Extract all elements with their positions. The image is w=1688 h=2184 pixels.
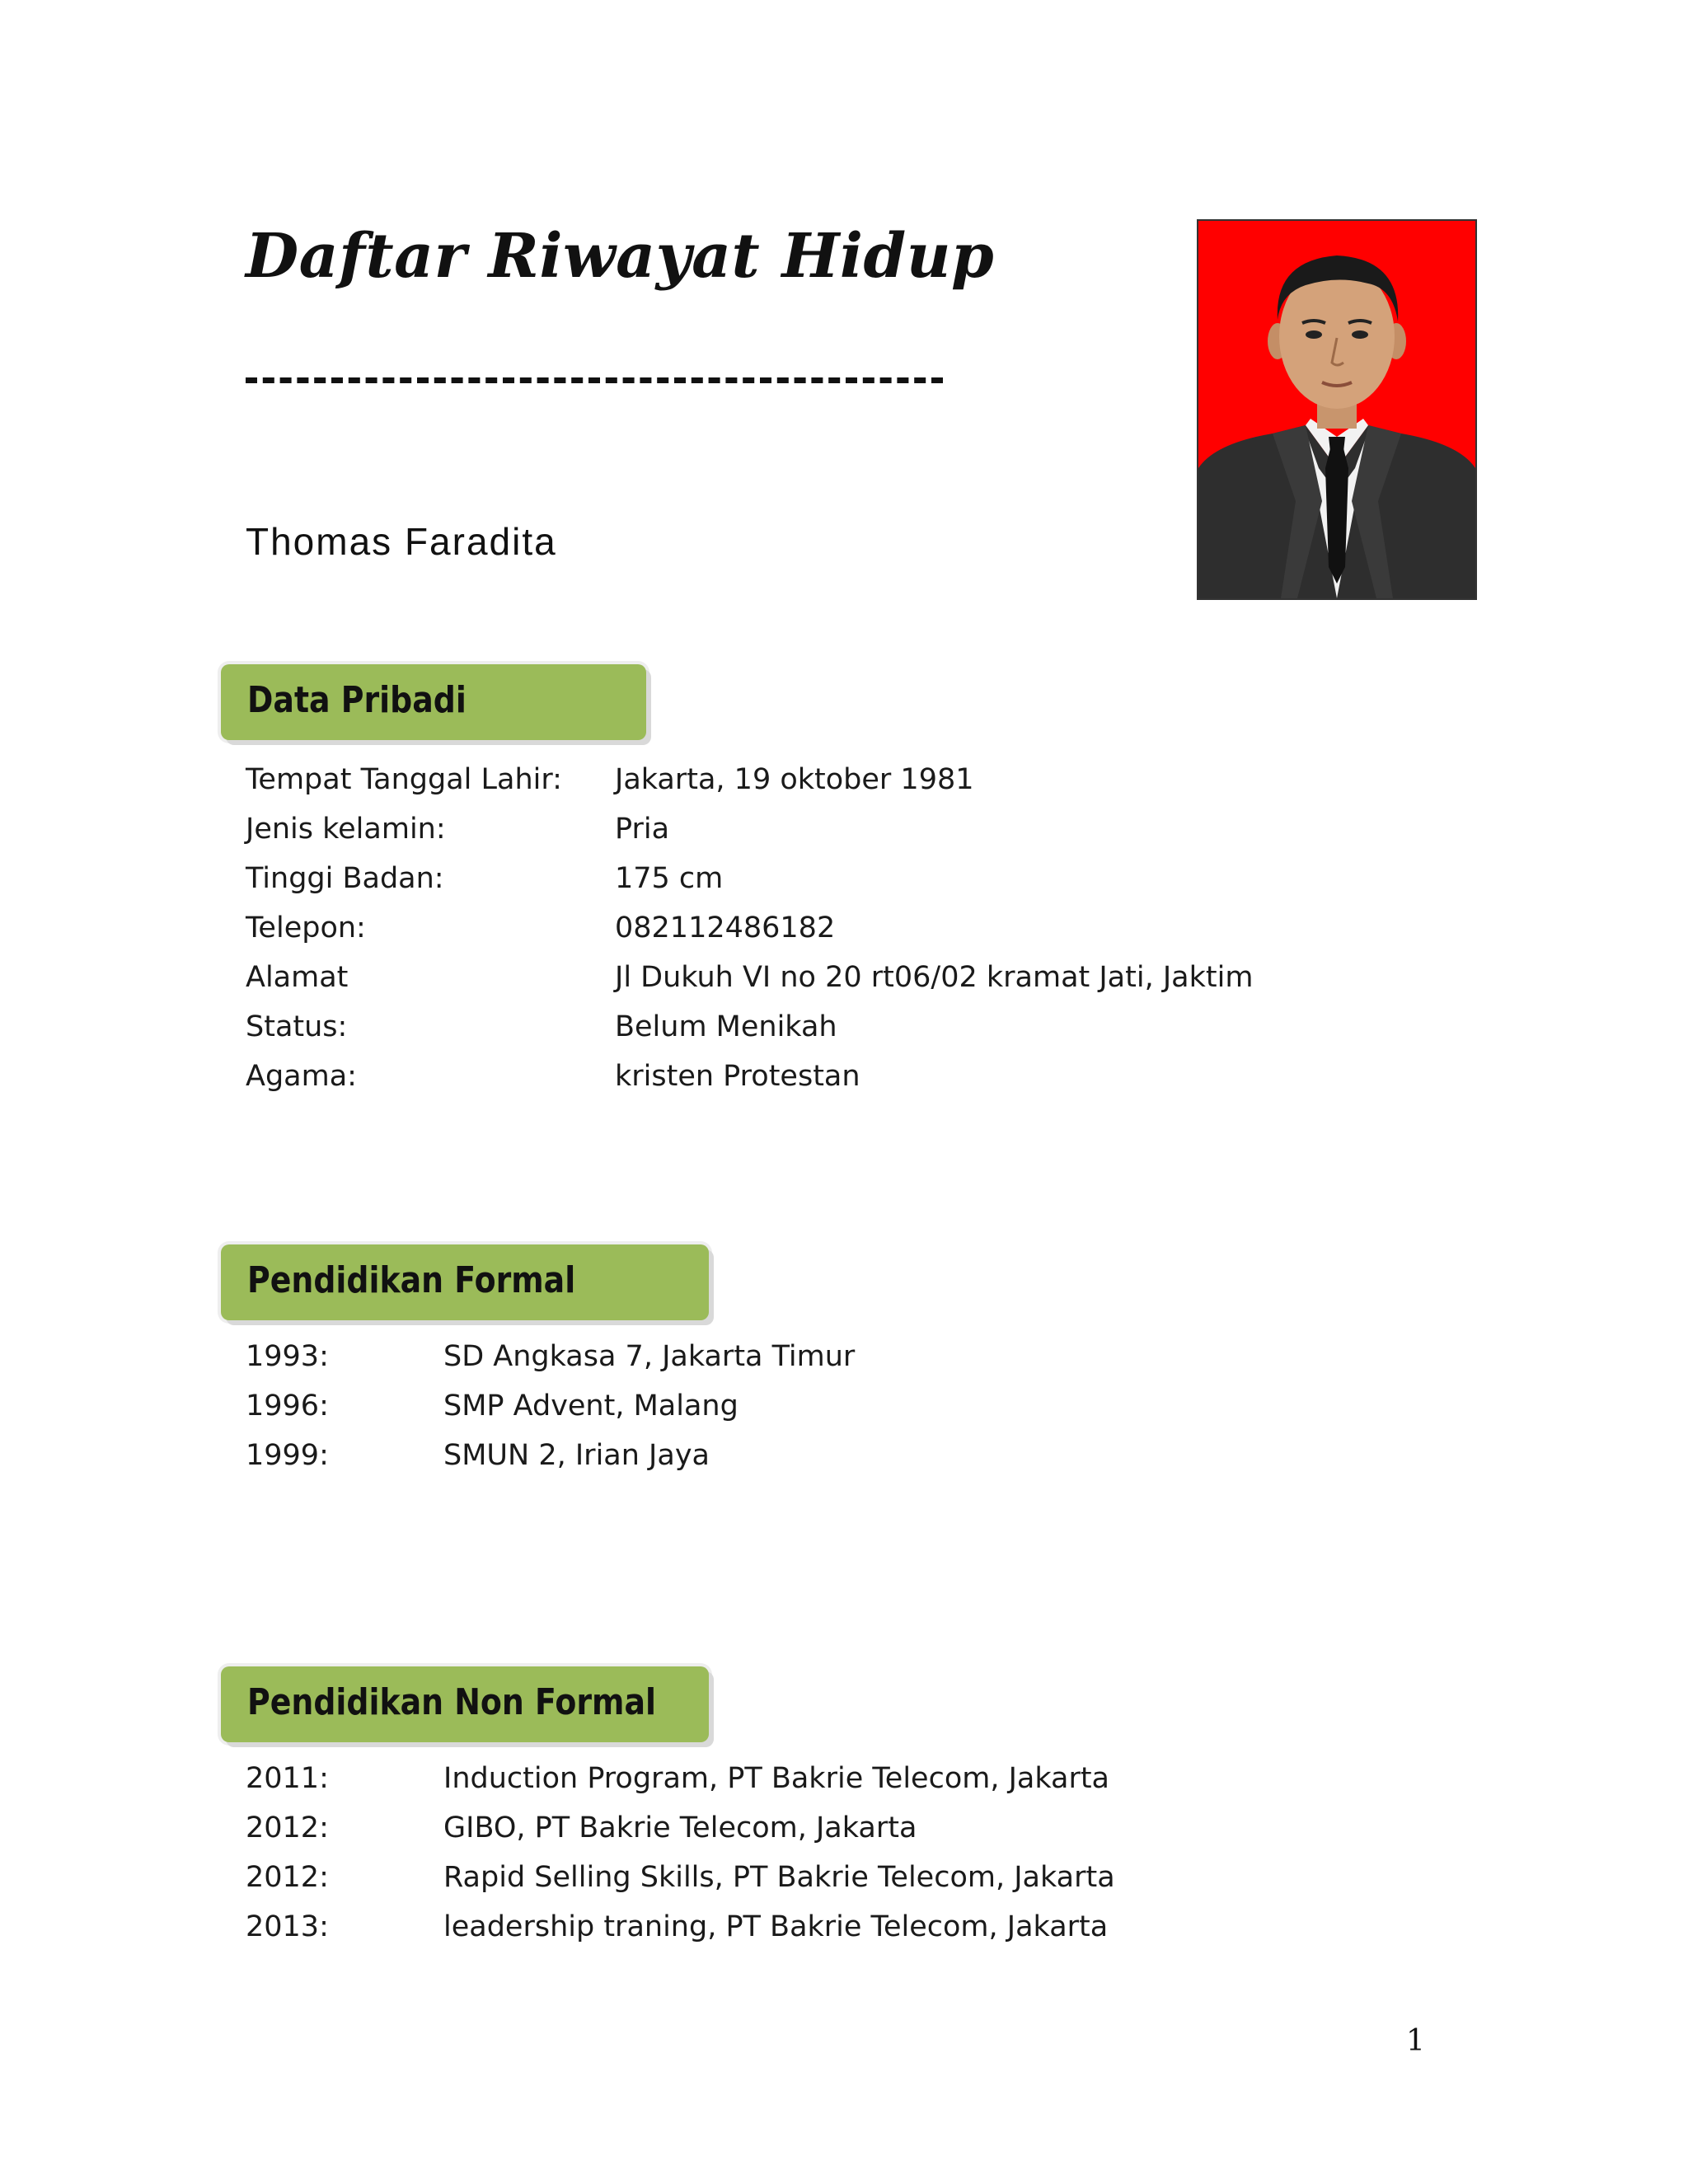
row-label: Alamat (246, 961, 349, 994)
row-value: Rapid Selling Skills, PT Bakrie Telecom, Jakarta (443, 1861, 1115, 1894)
row-year: 1996: (246, 1390, 329, 1422)
section-header-data-pribadi (221, 664, 646, 740)
row-value: 175 cm (615, 862, 724, 895)
row-label: Agama: (246, 1060, 357, 1093)
row-label: Telepon: (246, 912, 366, 944)
profile-photo (1197, 219, 1477, 600)
row-year: 2012: (246, 1811, 329, 1844)
row-year: 2013: (246, 1910, 329, 1943)
row-year: 2012: (246, 1861, 329, 1894)
portrait-illustration (1198, 221, 1475, 598)
row-value: GIBO, PT Bakrie Telecom, Jakarta (443, 1811, 917, 1844)
row-value: Induction Program, PT Bakrie Telecom, Jakarta (443, 1762, 1110, 1795)
row-year: 1993: (246, 1340, 329, 1373)
row-label: Tinggi Badan: (246, 862, 444, 895)
row-year: 2011: (246, 1762, 329, 1795)
row-value: kristen Protestan (615, 1060, 860, 1093)
title-underline (246, 377, 943, 383)
section-title: Data Pribadi (247, 679, 467, 721)
section-title: Pendidikan Formal (247, 1259, 576, 1301)
row-value: Pria (615, 813, 670, 846)
row-value: SD Angkasa 7, Jakarta Timur (443, 1340, 856, 1373)
row-label: Tempat Tanggal Lahir: (246, 763, 562, 796)
row-value: SMUN 2, Irian Jaya (443, 1439, 710, 1472)
document-title: Daftar Riwayat Hidup (246, 221, 995, 292)
section-title: Pendidikan Non Formal (247, 1681, 656, 1723)
row-value: SMP Advent, Malang (443, 1390, 738, 1422)
row-value: 082112486182 (615, 912, 836, 944)
section-header-pendidikan-formal (221, 1244, 709, 1320)
row-label: Status: (246, 1010, 348, 1043)
person-name: Thomas Faradita (246, 520, 557, 563)
section-header-pendidikan-non-formal (221, 1666, 709, 1742)
row-year: 1999: (246, 1439, 329, 1472)
row-value: Belum Menikah (615, 1010, 837, 1043)
row-label: Jenis kelamin: (246, 813, 446, 846)
row-value: Jakarta, 19 oktober 1981 (615, 763, 974, 796)
row-value: Jl Dukuh VI no 20 rt06/02 kramat Jati, Jaktim (615, 961, 1254, 994)
row-value: leadership traning, PT Bakrie Telecom, Jakarta (443, 1910, 1109, 1943)
page-number: 1 (1406, 2024, 1425, 2058)
